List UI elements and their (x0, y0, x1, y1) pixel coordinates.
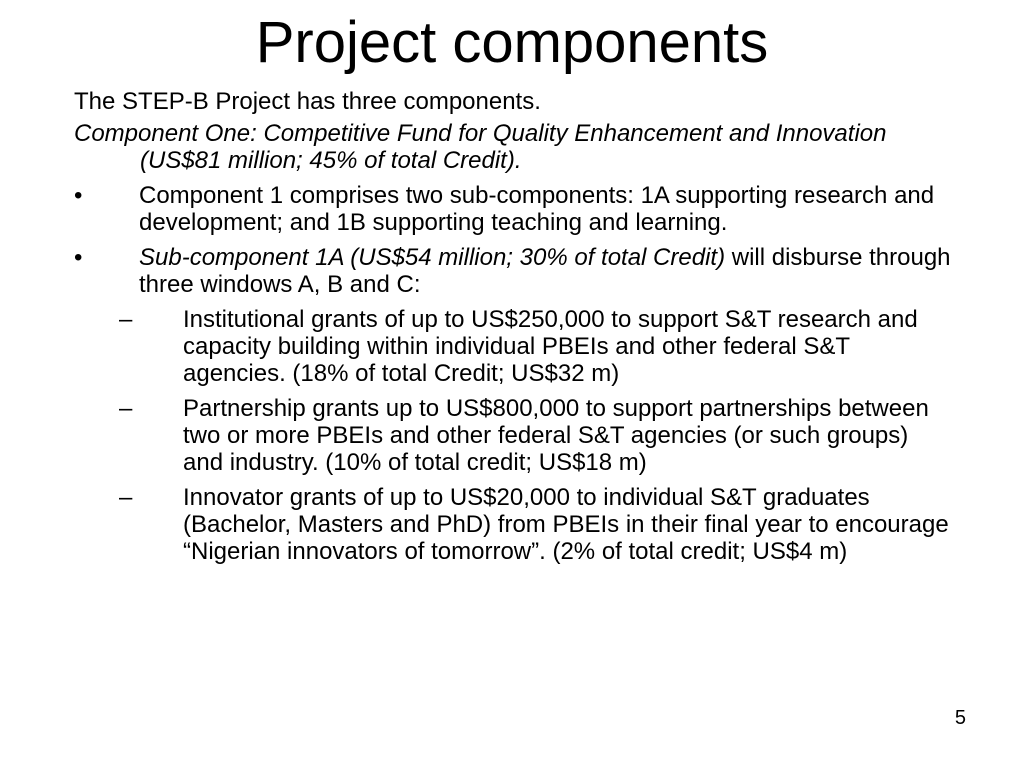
slide-body (74, 88, 954, 573)
page-number: 5 (954, 707, 966, 729)
bullet-marker: • (74, 244, 83, 271)
bullet-text: will disburse through three windows A, B and C: (139, 244, 951, 298)
sub-bullet-marker: – (119, 306, 133, 333)
sub-bullet-text: Partnership grants up to US$800,000 to support partnerships between two or more PBEIs and other federal S&T agencies (or such groups) and industry. (10% of total credit; US$18 m) (183, 395, 929, 476)
bullet-marker: • (74, 182, 83, 209)
bullet-italic-text: Sub-component 1A (US$54 million; 30% of total Credit) (139, 244, 726, 271)
bullet-item-2 (74, 244, 954, 298)
sub-bullet-item-1 (74, 306, 954, 387)
sub-bullet-marker: – (119, 484, 133, 511)
intro-text (74, 88, 954, 115)
intro-line: The STEP-B Project has three components. (74, 88, 541, 115)
component-one-heading: Component One: Competitive Fund for Quality Enhancement and Innovation (US$81 million; 45% of total Credit). (74, 120, 887, 174)
sub-bullet-item-3 (74, 484, 954, 565)
slide-title: Project components (255, 10, 769, 75)
sub-bullet-marker: – (119, 395, 133, 422)
sub-bullet-text: Institutional grants of up to US$250,000 to support S&T research and capacity building within individual PBEIs and other federal S&T agencies. (18% of total Credit; US$32 m) (183, 306, 918, 387)
sub-bullet-text: Innovator grants of up to US$20,000 to individual S&T graduates (Bachelor, Masters and PhD) from PBEIs in their final year to encourage “Nigerian innovators of tomorrow”. (2% of total credit; US$4 m) (183, 484, 949, 565)
bullet-item-1 (74, 182, 954, 236)
sub-bullet-item-2 (74, 395, 954, 476)
bullet-text: Component 1 comprises two sub-components: 1A supporting research and development; and 1B supporting teaching and learning. (139, 182, 935, 236)
